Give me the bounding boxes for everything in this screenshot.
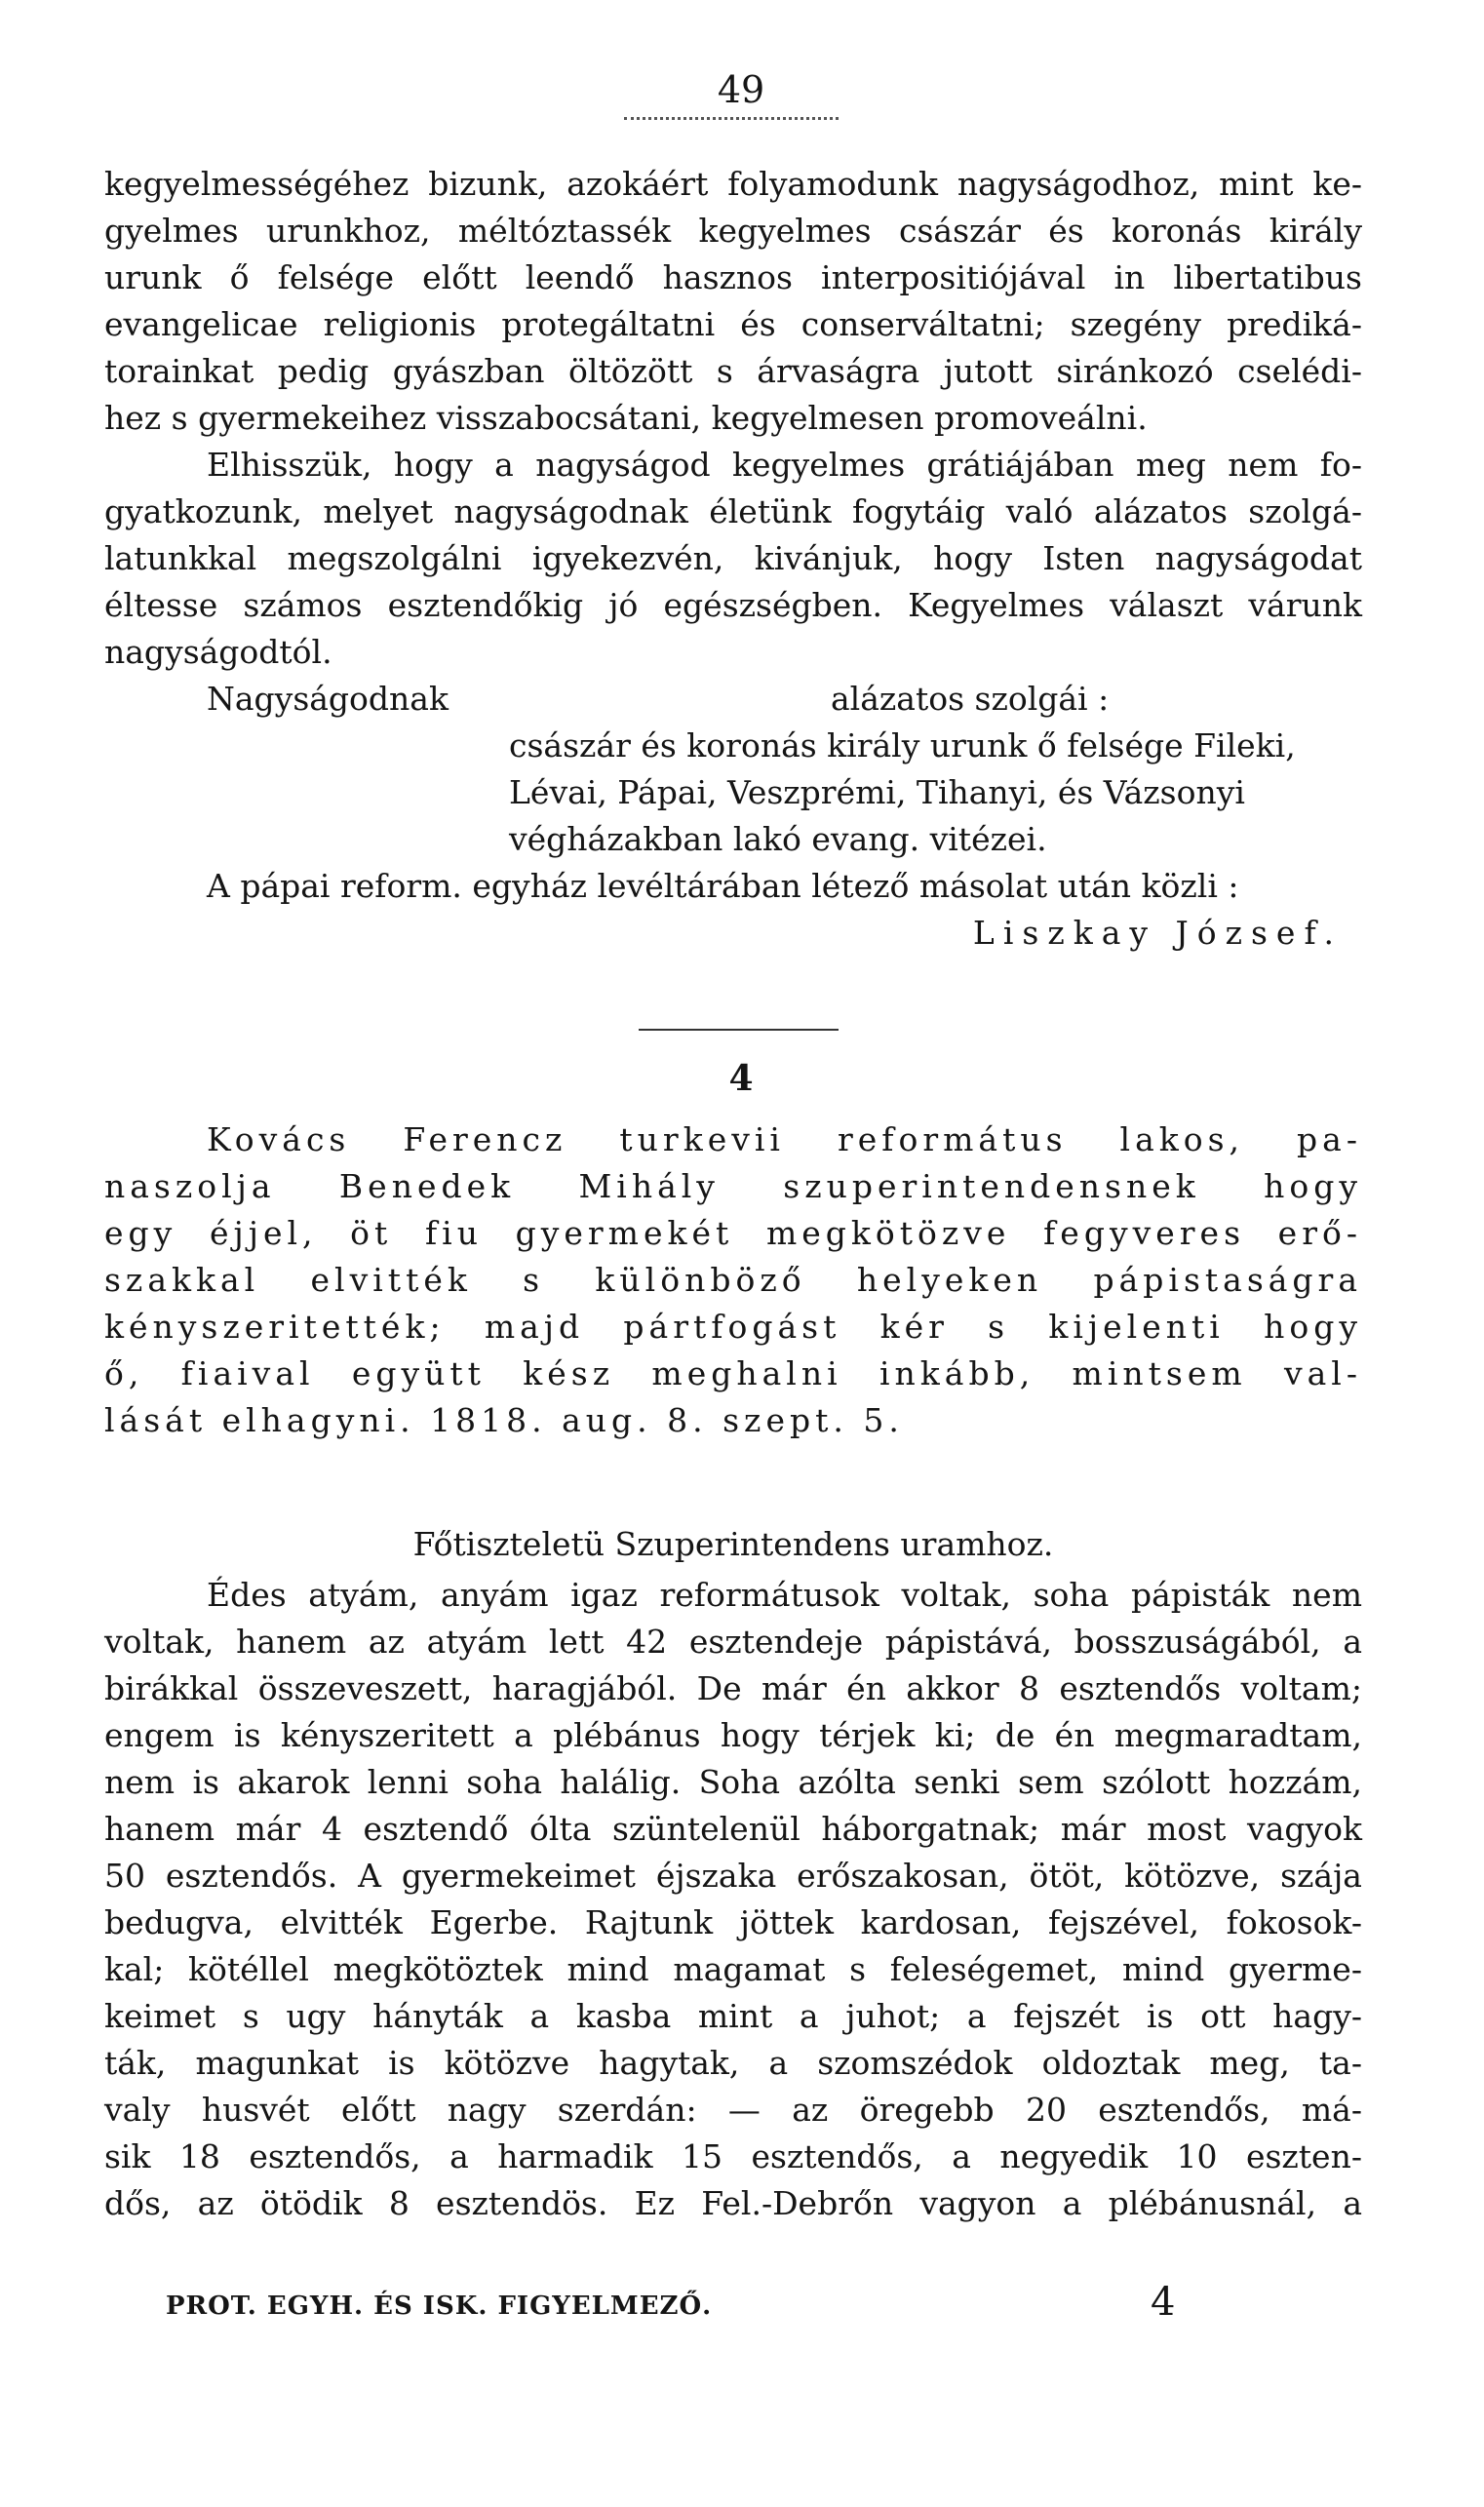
- text-line: voltak, hanem az atyám lett 42 esztendeje pápistává, bosszuságából, a: [104, 1623, 1362, 1661]
- summary-line: lását elhagyni. 1818. aug. 8. szept. 5.: [104, 1401, 904, 1439]
- text-line: engem is kényszeritett a plébánus hogy térjek ki; de én megmaradtam,: [104, 1716, 1362, 1754]
- letter-body-block: [104, 1572, 1362, 2227]
- signatory-line: végházakban lakó evang. vitézei.: [509, 820, 1047, 858]
- text-line: gyatkozunk, melyet nagyságodnak életünk fogytáig való alázatos szolgá-: [104, 492, 1362, 530]
- summary-line: naszolja Benedek Mihály szuperintendensnek hogy: [104, 1167, 1362, 1205]
- summary-block: [104, 1116, 1362, 1444]
- text-line: hez s gyermekeihez visszabocsátani, kegyelmesen promoveálni.: [104, 399, 1148, 437]
- summary-line: szakkal elvitték s különböző helyeken pápistaságra: [104, 1261, 1362, 1299]
- text-line: urunk ő felsége előtt leendő hasznos interpositiójával in libertatibus: [104, 258, 1362, 296]
- journal-footer: PROT. EGYH. ÉS ISK. FIGYELMEZŐ.: [166, 2292, 713, 2321]
- summary-line: Kovács Ferencz turkevii református lakos, pa-: [207, 1120, 1362, 1158]
- header-ornament: [624, 117, 839, 120]
- text-line: kegyelmességéhez bizunk, azokáért folyamodunk nagyságodhoz, mint ke-: [104, 165, 1362, 203]
- text-line: gyelmes urunkhoz, méltóztassék kegyelmes császár és koronás király: [104, 212, 1362, 250]
- summary-line: egy éjjel, öt fiu gyermekét megkötözve fegyveres erő-: [104, 1214, 1362, 1252]
- source-line: A pápai reform. egyház levéltárában létező másolat után közli :: [207, 867, 1239, 905]
- summary-line: ő, fiaival együtt kész meghalni inkább, mintsem val-: [104, 1354, 1362, 1392]
- text-line: sik 18 esztendős, a harmadik 15 esztendős, a negyedik 10 eszten-: [104, 2137, 1362, 2175]
- text-line: éltesse számos esztendőkig jó egészségben. Kegyelmes választ várunk: [104, 586, 1362, 624]
- section-divider: [639, 1029, 839, 1031]
- signatory-line: Lévai, Pápai, Veszprémi, Tihanyi, és Vázsonyi: [509, 773, 1245, 811]
- signature-mark: 4: [1151, 2280, 1176, 2325]
- text-line: latunkkal megszolgálni igyekezvén, kivánjuk, hogy Isten nagyságodat: [104, 539, 1362, 577]
- text-line: nagyságodtól.: [104, 633, 332, 671]
- text-line: nem is akarok lenni soha halálig. Soha azólta senki sem szólott hozzám,: [104, 1763, 1362, 1801]
- salutation: Főtiszteletü Szuperintendens uramhoz.: [412, 1525, 1054, 1563]
- addressee: Nagyságodnak: [207, 680, 449, 718]
- text-line: keimet s ugy hányták a kasba mint a juhot; a fejszét is ott hagy-: [104, 1997, 1362, 2035]
- closing-line: [104, 676, 1362, 723]
- text-line: hanem már 4 esztendő ólta szüntelenül háborgatnak; már most vagyok: [104, 1810, 1362, 1848]
- section-number: 4: [728, 1058, 754, 1099]
- servants: alázatos szolgái :: [831, 680, 1110, 718]
- summary-line: kényszeritették; majd pártfogást kér s kijelenti hogy: [104, 1308, 1362, 1346]
- text-line: Elhisszük, hogy a nagyságod kegyelmes grátiájában meg nem fo-: [207, 446, 1362, 484]
- letter-end-block: [104, 161, 1362, 957]
- text-line: kal; kötéllel megkötöztek mind magamat s feleségemet, mind gyerme-: [104, 1950, 1362, 1988]
- text-line: ták, magunkat is kötözve hagytak, a szomszédok oldoztak meg, ta-: [104, 2044, 1362, 2082]
- signatory-line: császár és koronás király urunk ő felsége Fileki,: [509, 726, 1296, 764]
- author-signature: Liszkay József.: [972, 914, 1343, 952]
- text-line: 50 esztendős. A gyermekeimet éjszaka erőszakosan, ötöt, kötözve, szája: [104, 1857, 1362, 1895]
- text-line: torainkat pedig gyászban öltözött s árvaságra jutott siránkozó cselédi-: [104, 352, 1362, 390]
- text-line: birákkal összeveszett, haragjából. De már én akkor 8 esztendős voltam;: [104, 1669, 1362, 1707]
- page-number: 49: [717, 68, 765, 111]
- salutation-block: [104, 1521, 1362, 1568]
- text-line: bedugva, elvitték Egerbe. Rajtunk jöttek kardosan, fejszével, fokosok-: [104, 1903, 1362, 1941]
- text-line: evangelicae religionis protegáltatni és conserváltatni; szegény prediká-: [104, 305, 1362, 343]
- text-line: dős, az ötödik 8 esztendös. Ez Fel.-Debrőn vagyon a plébánusnál, a: [104, 2184, 1362, 2222]
- text-line: Édes atyám, anyám igaz reformátusok voltak, soha pápisták nem: [207, 1576, 1362, 1614]
- text-line: valy husvét előtt nagy szerdán: — az öregebb 20 esztendős, má-: [104, 2091, 1362, 2129]
